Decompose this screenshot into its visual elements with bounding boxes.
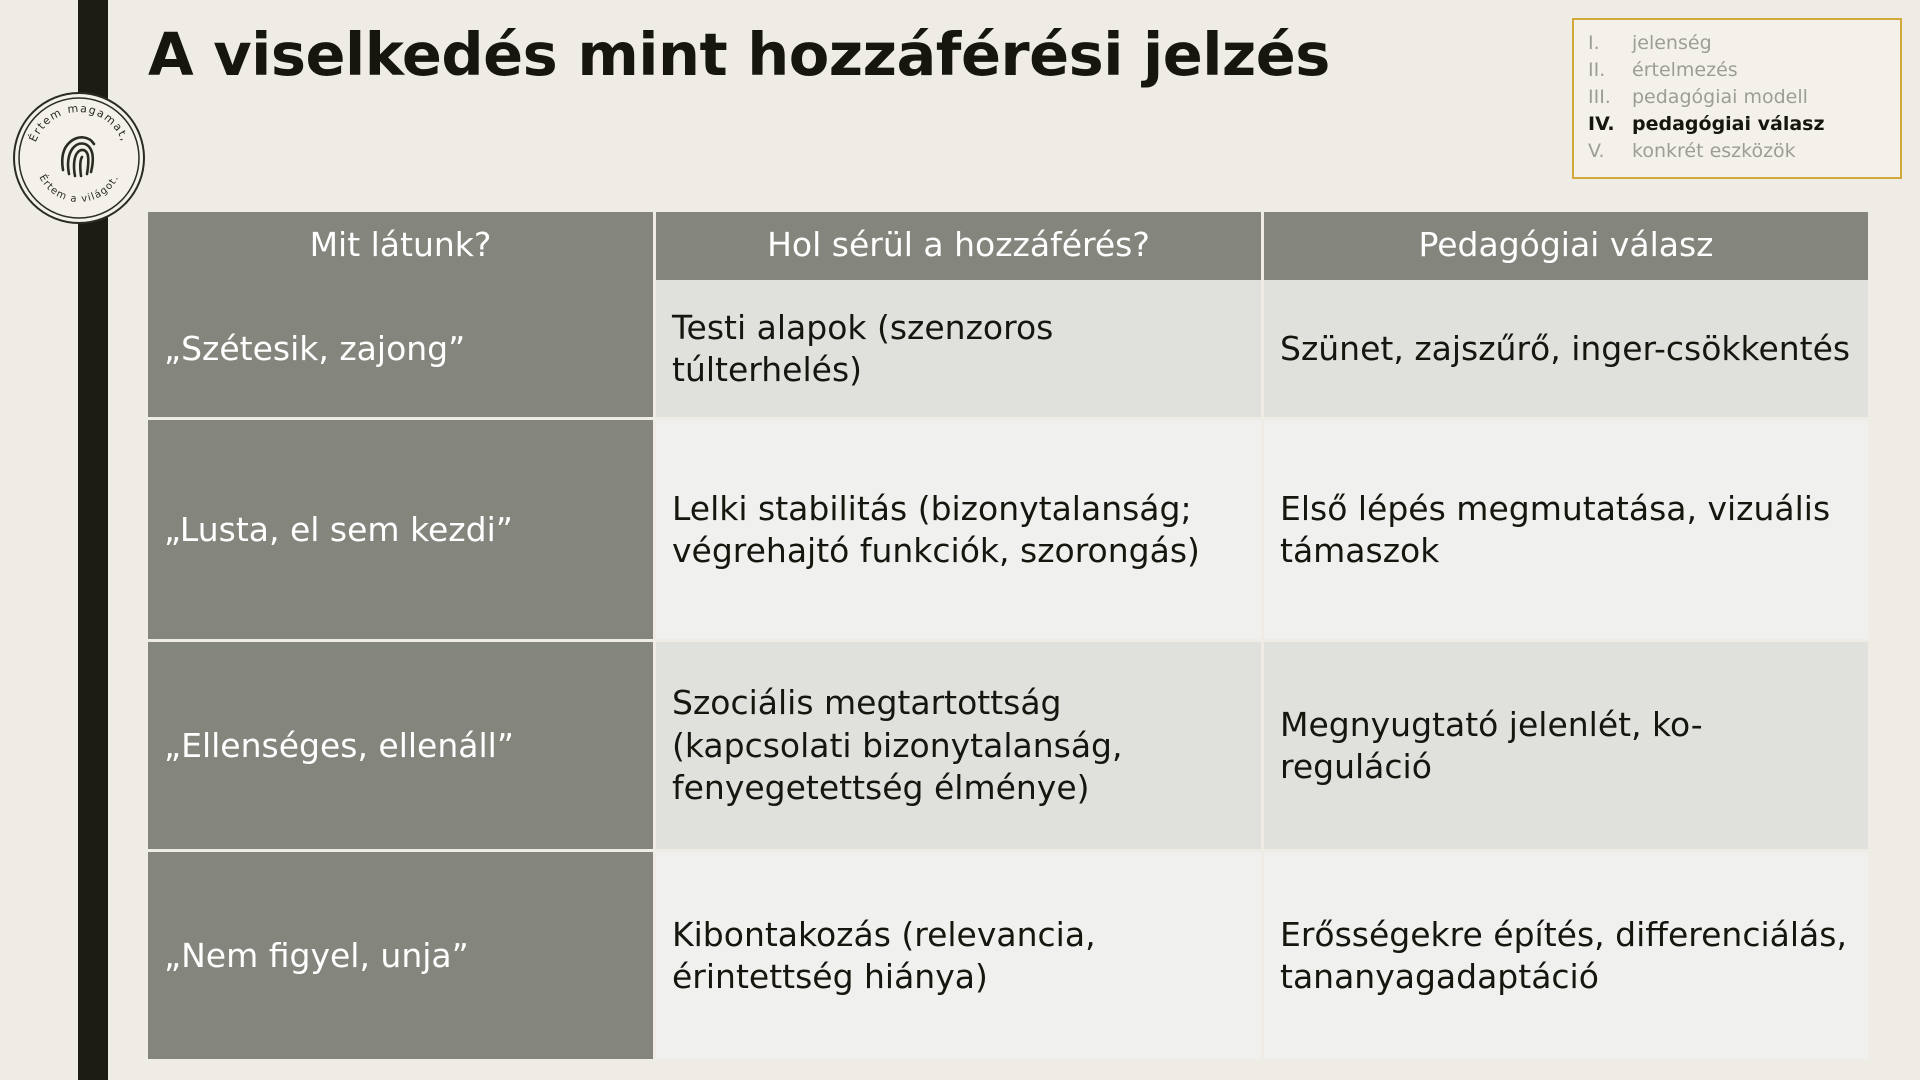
- table-header-behavior: Mit látunk?: [148, 212, 656, 280]
- agenda-item-1-label: jelenség: [1632, 32, 1712, 54]
- svg-text:Értem a világot.: Értem a világot.: [36, 172, 122, 206]
- agenda-box: [1572, 18, 1902, 179]
- fingerprint-icon: [15, 94, 143, 222]
- table-header-access: Hol sérül a hozzáférés?: [656, 212, 1264, 280]
- agenda-item-5-label: konkrét eszközök: [1632, 139, 1796, 162]
- cell-response: Első lépés megmutatása, vizuális támaszok: [1264, 420, 1868, 642]
- agenda-item-1-number: I.: [1588, 32, 1600, 54]
- table-header-response: Pedagógiai válasz: [1264, 212, 1868, 280]
- table-row: [148, 852, 1868, 1062]
- cell-response: Szünet, zajszűrő, inger-csökkentés: [1264, 280, 1868, 420]
- agenda-item-1[interactable]: [1588, 30, 1886, 57]
- agenda-item-3-number: III.: [1588, 85, 1611, 108]
- cell-behavior: „Szétesik, zajong”: [148, 280, 656, 420]
- agenda-item-4-label: pedagógiai válasz: [1632, 112, 1825, 135]
- agenda-item-3[interactable]: [1588, 84, 1886, 111]
- cell-access: Testi alapok (szenzoros túlterhelés): [656, 280, 1264, 420]
- svg-text:Értem magamat,: Értem magamat,: [26, 101, 132, 144]
- table-header-row: [148, 212, 1868, 280]
- table-row: [148, 642, 1868, 852]
- logo-badge: [13, 92, 145, 224]
- agenda-item-2[interactable]: [1588, 57, 1886, 84]
- behavior-access-table: [148, 212, 1868, 1062]
- cell-access: Kibontakozás (relevancia, érintettség hiánya): [656, 852, 1264, 1062]
- table-row: [148, 280, 1868, 420]
- agenda-item-4-number: IV.: [1588, 112, 1615, 135]
- cell-behavior: „Lusta, el sem kezdi”: [148, 420, 656, 642]
- cell-behavior: „Ellenséges, ellenáll”: [148, 642, 656, 852]
- cell-access: Lelki stabilitás (bizonytalanság; végrehajtó funkciók, szorongás): [656, 420, 1264, 642]
- agenda-item-5[interactable]: [1588, 138, 1886, 165]
- page-title: A viselkedés mint hozzáférési jelzés: [148, 20, 1330, 89]
- agenda-item-2-label: értelmezés: [1632, 58, 1738, 81]
- table-row: [148, 420, 1868, 642]
- cell-access: Szociális megtartottság (kapcsolati bizonytalanság, fenyegetettség élménye): [656, 642, 1264, 852]
- cell-response: Megnyugtató jelenlét, ko-reguláció: [1264, 642, 1868, 852]
- agenda-item-3-label: pedagógiai modell: [1632, 85, 1808, 108]
- agenda-item-2-number: II.: [1588, 58, 1606, 81]
- agenda-item-4[interactable]: [1588, 111, 1886, 138]
- agenda-item-5-number: V.: [1588, 139, 1605, 162]
- cell-behavior: „Nem figyel, unja”: [148, 852, 656, 1062]
- cell-response: Erősségekre építés, differenciálás, tananyagadaptáció: [1264, 852, 1868, 1062]
